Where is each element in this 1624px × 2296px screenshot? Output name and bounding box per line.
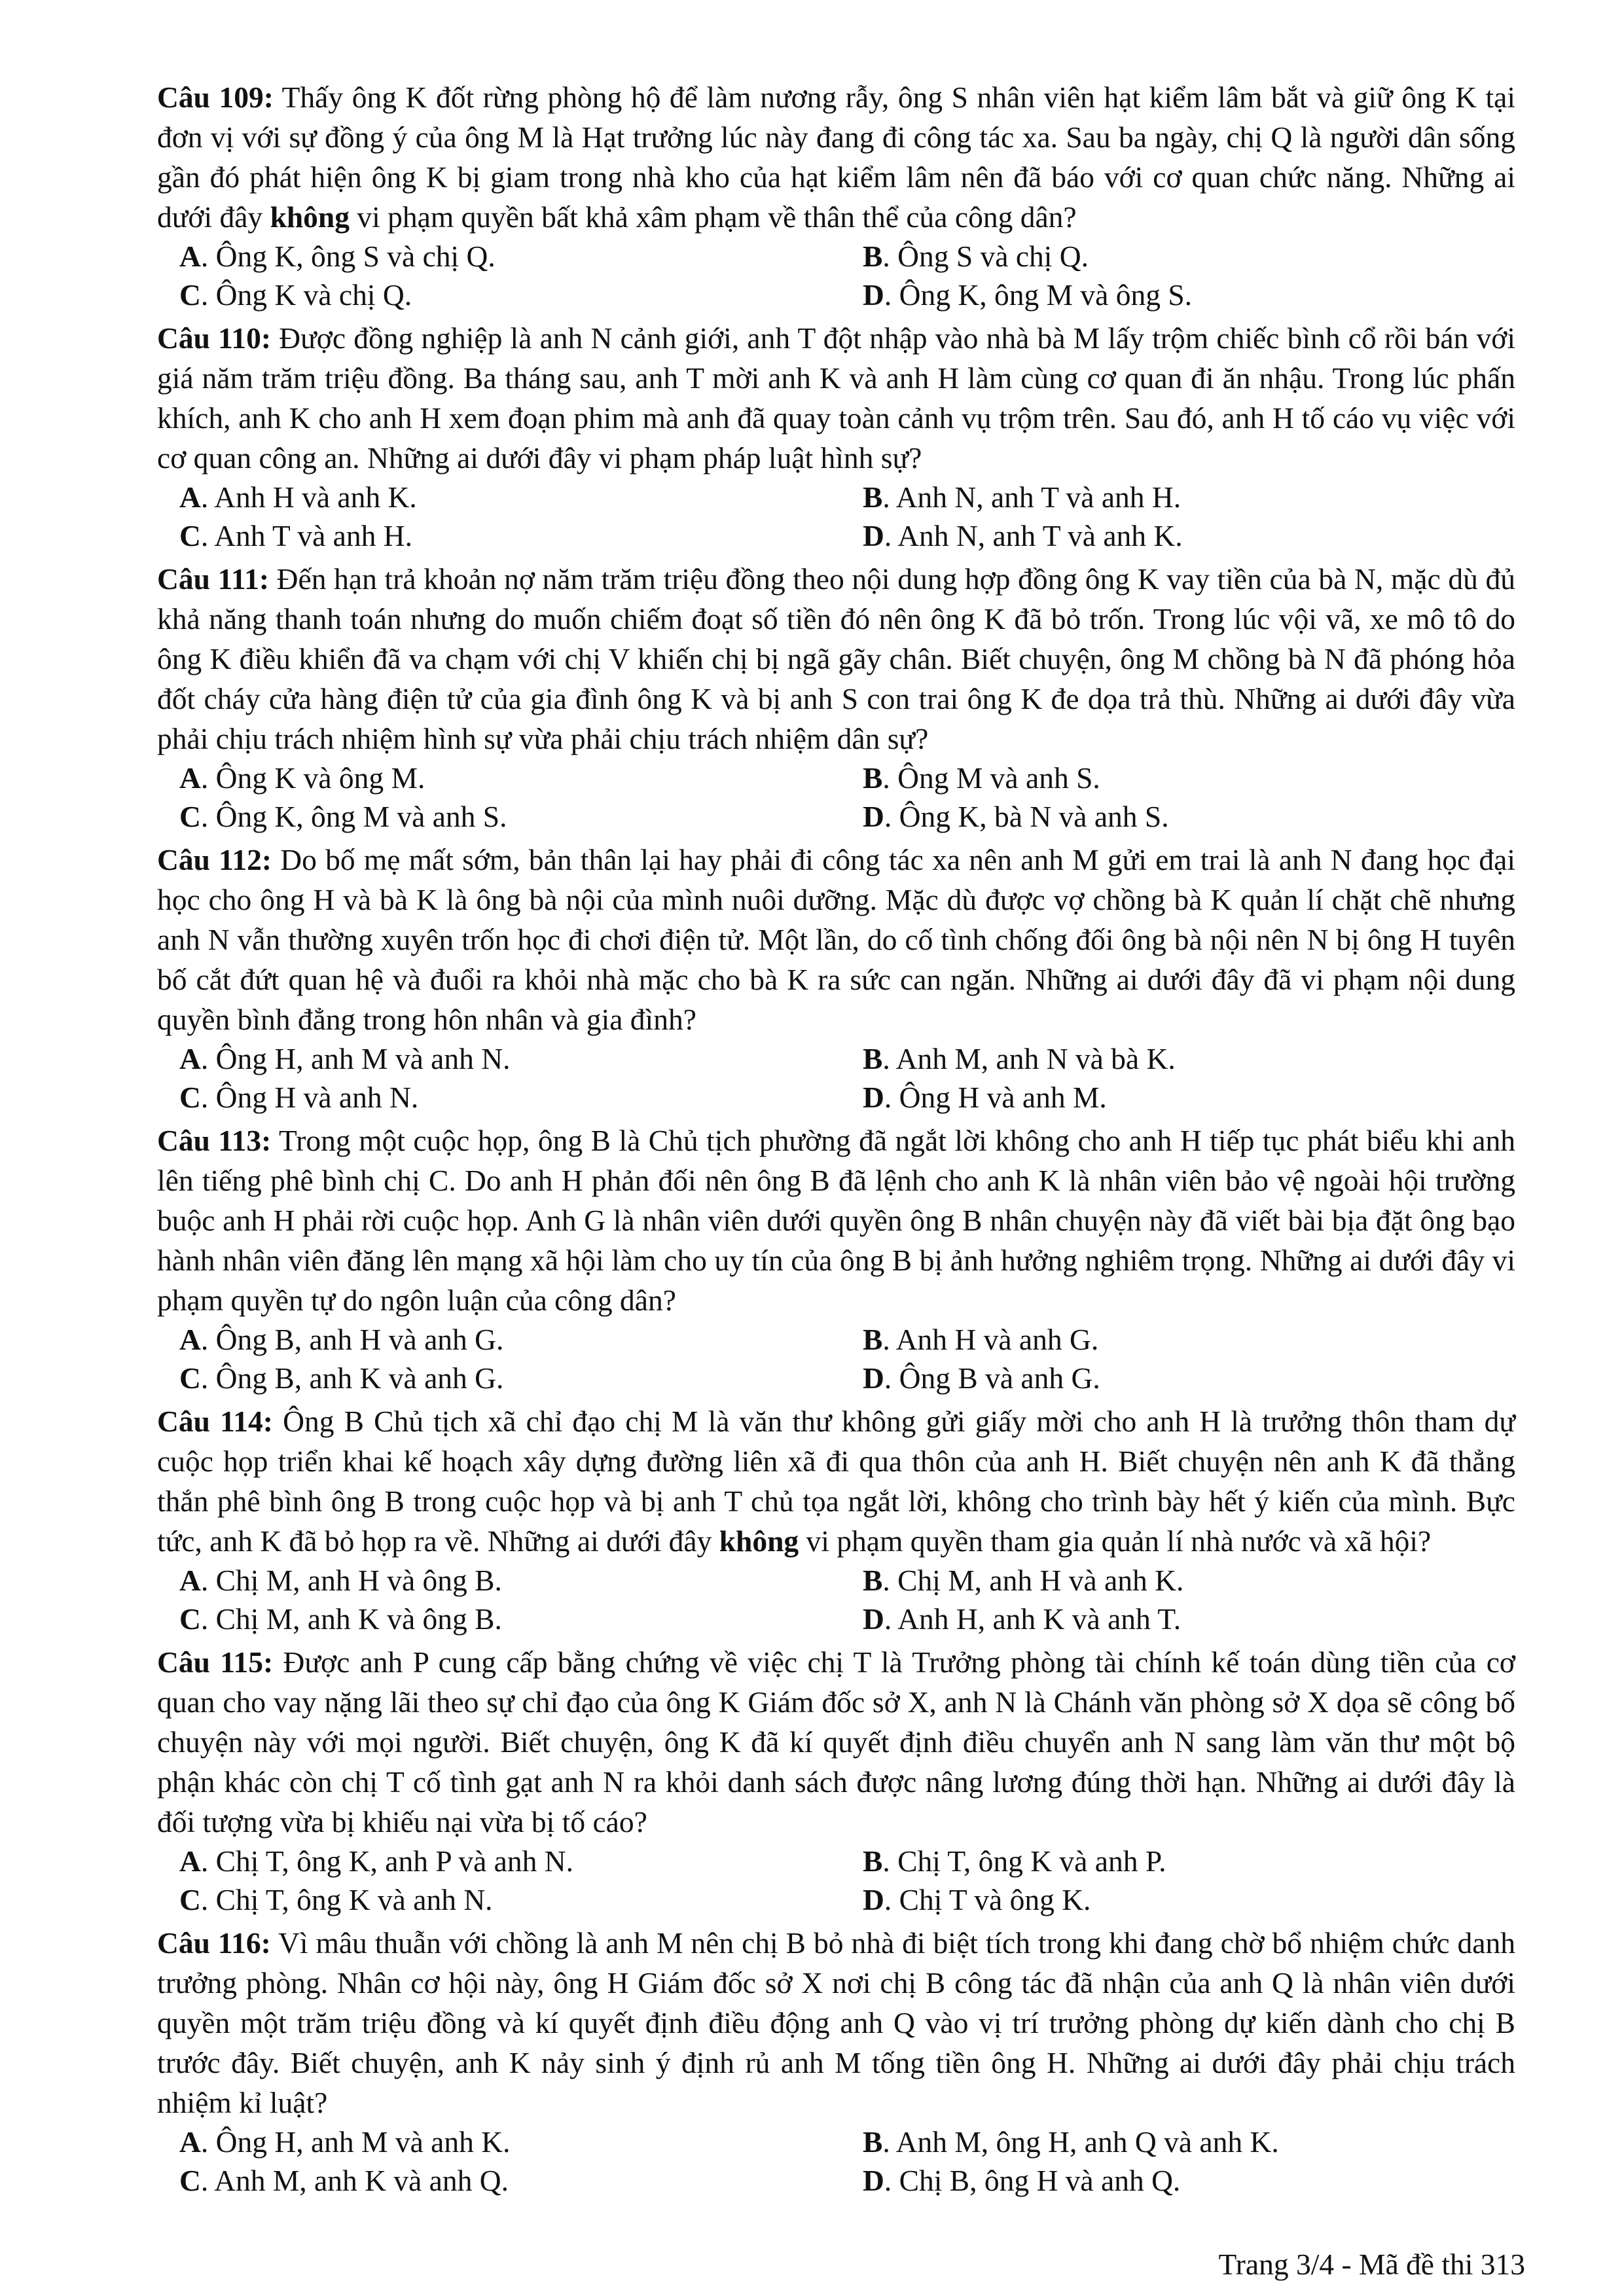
option-text: Anh H và anh K. — [214, 480, 417, 514]
option-text: Ông H và anh N. — [215, 1081, 419, 1114]
option-label: B — [863, 761, 883, 795]
answer-option: D. Ông K, bà N và anh S. — [863, 800, 1169, 833]
option-label: A — [179, 1323, 201, 1356]
answer-option: A. Ông K và ông M. — [179, 761, 425, 795]
option-text: Ông B, anh K và anh G. — [215, 1361, 504, 1395]
answer-option: A. Chị M, anh H và ông B. — [179, 1564, 502, 1597]
option-text: Ông K, ông M và anh S. — [215, 800, 507, 833]
option-text: Chị B, ông H và anh Q. — [899, 2164, 1181, 2197]
question-text — [157, 840, 1515, 1039]
option-label: C — [179, 1081, 201, 1114]
question-number: Câu 111: — [157, 562, 269, 596]
option-text: Anh N, anh T và anh H. — [895, 480, 1182, 514]
answer-option: D. Anh N, anh T và anh K. — [863, 519, 1183, 552]
question-block — [157, 318, 1515, 555]
answer-option: C. Ông B, anh K và anh G. — [179, 1361, 504, 1395]
option-label: B — [863, 1042, 883, 1075]
question-text — [157, 1642, 1515, 1842]
answer-option: D. Ông B và anh G. — [863, 1361, 1100, 1395]
answer-option: B. Ông M và anh S. — [863, 761, 1100, 795]
option-text: Chị T và ông K. — [899, 1883, 1091, 1916]
question-number: Câu 110: — [157, 321, 272, 355]
question-number: Câu 114: — [157, 1405, 273, 1438]
answer-option: A. Ông H, anh M và anh K. — [179, 2125, 511, 2159]
option-label: D — [863, 519, 884, 552]
question-stem: Trong một cuộc họp, ông B là Chủ tịch phường đã ngắt lời không cho anh H tiếp tục phát biểu khi anh lên tiếng phê bình chị C. Do anh H phản đối nên ông B đã lệnh cho anh K là nhân viên bảo vệ ngoài hội trường buộc anh H phải rời cuộc họp. Anh G là nhân viên dưới quyền ông B nhân chuyện này đã viết bài bịa đặt ông bạo hành nhân viên đăng lên mạng xã hội làm cho uy tín của ông B bị ảnh hưởng nghiêm trọng. Những ai dưới đây vi phạm quyền tự do ngôn luận của công dân? — [157, 1124, 1516, 1317]
option-text: Anh T và anh H. — [214, 519, 412, 552]
answer-option: D. Chị T và ông K. — [863, 1883, 1091, 1916]
question-text — [157, 1923, 1515, 2123]
question-stem: Được đồng nghiệp là anh N cảnh giới, anh T đột nhập vào nhà bà M lấy trộm chiếc bình cổ rồi bán với giá năm trăm triệu đồng. Ba tháng sau, anh T mời anh K và anh H làm cùng cơ quan đi ăn nhậu. Trong lúc phấn khích, anh K cho anh H xem đoạn phim mà anh đã quay toàn cảnh vụ trộm trên. Sau đó, anh H tố cáo vụ việc với cơ quan công an. Những ai dưới đây vi phạm pháp luật hình sự? — [157, 321, 1516, 475]
option-label: B — [863, 1844, 883, 1878]
option-text: Anh N, anh T và anh K. — [897, 519, 1183, 552]
question-number: Câu 115: — [157, 1645, 274, 1679]
option-text: Anh H và anh G. — [895, 1323, 1099, 1356]
answer-option: A. Ông H, anh M và anh N. — [179, 1042, 511, 1075]
option-label: B — [863, 1564, 883, 1597]
option-label: D — [863, 1883, 884, 1916]
question-number: Câu 112: — [157, 843, 272, 876]
page-footer: Trang 3/4 - Mã đề thi 313 — [1218, 2248, 1525, 2281]
option-text: Ông S và chị Q. — [897, 240, 1089, 273]
answer-options — [179, 2123, 1515, 2200]
option-label: A — [179, 1844, 201, 1878]
question-emphasis: không — [719, 1524, 799, 1558]
option-text: Chị M, anh H và anh K. — [897, 1564, 1184, 1597]
answer-options — [179, 237, 1515, 314]
option-text: Anh M, ông H, anh Q và anh K. — [895, 2125, 1279, 2159]
question-number: Câu 109: — [157, 81, 274, 114]
question-stem: Ông B Chủ tịch xã chỉ đạo chị M là văn thư không gửi giấy mời cho anh H là trưởng thôn tham dự cuộc họp triển khai kế hoạch xây dựng đường liên xã đi qua thôn của anh H. Biết chuyện nên anh K đã thẳng thắn phê bình ông B trong cuộc họp và bị anh T chủ tọa ngắt lời, không cho trình bày hết ý kiến của mình. Bực tức, anh K đã bỏ họp ra về. Những ai dưới đây — [157, 1405, 1516, 1558]
answer-option: D. Ông K, ông M và ông S. — [863, 278, 1193, 312]
option-label: C — [179, 519, 201, 552]
answer-option: B. Ông S và chị Q. — [863, 240, 1089, 273]
question-block — [157, 1923, 1515, 2200]
option-label: D — [863, 800, 884, 833]
option-label: A — [179, 480, 201, 514]
answer-option: D. Ông H và anh M. — [863, 1081, 1107, 1114]
question-text — [157, 77, 1515, 237]
option-label: C — [179, 1361, 201, 1395]
question-text — [157, 1121, 1515, 1320]
option-text: Ông K, ông S và chị Q. — [215, 240, 496, 273]
answer-options — [179, 759, 1515, 836]
option-text: Anh M, anh K và anh Q. — [214, 2164, 509, 2197]
answer-option: A. Chị T, ông K, anh P và anh N. — [179, 1844, 573, 1878]
option-label: D — [863, 1361, 884, 1395]
answer-option: C. Anh T và anh H. — [179, 519, 412, 552]
answer-options — [179, 478, 1515, 555]
question-stem: Được anh P cung cấp bằng chứng về việc chị T là Trưởng phòng tài chính kế toán dùng tiền của cơ quan cho vay nặng lãi theo sự chỉ đạo của ông K Giám đốc sở X, anh N là Chánh văn phòng sở X dọa sẽ công bố chuyện này với mọi người. Biết chuyện, ông K đã kí quyết định điều chuyển anh N sang làm văn thư một bộ phận khác còn chị T cố tình gạt anh N ra khỏi danh sách được nâng lương đúng thời hạn. Những ai dưới đây là đối tượng vừa bị khiếu nại vừa bị tố cáo? — [157, 1645, 1515, 1839]
option-label: A — [179, 1042, 201, 1075]
option-text: Ông K và ông M. — [215, 761, 425, 795]
question-block — [157, 559, 1515, 836]
option-text: Ông H và anh M. — [899, 1081, 1107, 1114]
question-number: Câu 113: — [157, 1124, 272, 1157]
option-text: Chị T, ông K, anh P và anh N. — [215, 1844, 573, 1878]
option-label: A — [179, 1564, 201, 1597]
option-text: Ông K và chị Q. — [215, 278, 412, 312]
option-label: D — [863, 2164, 884, 2197]
option-text: Ông B và anh G. — [899, 1361, 1100, 1395]
question-stem: Thấy ông K đốt rừng phòng hộ để làm nương rẫy, ông S nhân viên hạt kiểm lâm bắt và giữ ông K tại đơn vị với sự đồng ý của ông M là Hạt trưởng lúc này đang đi công tác xa. Sau ba ngày, chị Q là người dân sống gần đó phát hiện ông K bị giam trong nhà kho của hạt kiểm lâm nên đã báo với cơ quan chức năng. Những ai dưới đây — [157, 81, 1515, 234]
option-label: B — [863, 2125, 883, 2159]
answer-option: C. Ông H và anh N. — [179, 1081, 419, 1114]
option-text: Chị M, anh H và ông B. — [215, 1564, 502, 1597]
option-label: C — [179, 2164, 201, 2197]
option-text: Anh M, anh N và bà K. — [895, 1042, 1176, 1075]
option-label: A — [179, 2125, 201, 2159]
question-emphasis: không — [270, 200, 350, 234]
question-block — [157, 77, 1515, 314]
option-text: Ông M và anh S. — [897, 761, 1100, 795]
answer-option: B. Anh N, anh T và anh H. — [863, 480, 1182, 514]
question-text — [157, 559, 1515, 759]
option-text: Ông H, anh M và anh N. — [215, 1042, 511, 1075]
option-text: Chị T, ông K và anh N. — [215, 1883, 493, 1916]
option-label: C — [179, 1602, 201, 1636]
question-block — [157, 1642, 1515, 1919]
option-text: Anh H, anh K và anh T. — [897, 1602, 1182, 1636]
option-label: C — [179, 278, 201, 312]
question-stem: Đến hạn trả khoản nợ năm trăm triệu đồng theo nội dung hợp đồng ông K vay tiền của bà N, mặc dù đủ khả năng thanh toán nhưng do muốn chiếm đoạt số tiền đó nên ông K đã bỏ trốn. Trong lúc vội vã, xe mô tô do ông K điều khiển đã va chạm với chị V khiến chị bị ngã gãy chân. Biết chuyện, ông M chồng bà N đã phóng hỏa đốt cháy cửa hàng điện tử của gia đình ông K và bị anh S con trai ông K đe dọa trả thù. Những ai dưới đây vừa phải chịu trách nhiệm hình sự vừa phải chịu trách nhiệm dân sự? — [157, 562, 1516, 755]
option-text: Chị M, anh K và ông B. — [215, 1602, 502, 1636]
question-text — [157, 1401, 1515, 1561]
answer-option: C. Ông K và chị Q. — [179, 278, 412, 312]
answer-options — [179, 1320, 1515, 1397]
question-stem-end: vi phạm quyền tham gia quản lí nhà nước và xã hội? — [806, 1524, 1432, 1558]
answer-option: C. Chị M, anh K và ông B. — [179, 1602, 502, 1636]
answer-option: C. Chị T, ông K và anh N. — [179, 1883, 493, 1916]
question-stem: Do bố mẹ mất sớm, bản thân lại hay phải đi công tác xa nên anh M gửi em trai là anh N đang học đại học cho ông H và bà K là ông bà nội của mình nuôi dưỡng. Mặc dù được vợ chồng bà K quản lí chặt chẽ nhưng anh N vẫn thường xuyên trốn học đi chơi điện tử. Một lần, do cố tình chống đối ông bà nội nên N bị ông H tuyên bố cắt đứt quan hệ và đuổi ra khỏi nhà mặc cho bà K ra sức can ngăn. Những ai dưới đây đã vi phạm nội dung quyền bình đẳng trong hôn nhân và gia đình? — [157, 843, 1516, 1036]
question-stem-end: vi phạm quyền bất khả xâm phạm về thân thể của công dân? — [357, 200, 1077, 234]
answer-option: D. Chị B, ông H và anh Q. — [863, 2164, 1181, 2197]
answer-option: C. Ông K, ông M và anh S. — [179, 800, 507, 833]
option-label: D — [863, 1602, 884, 1636]
answer-option: D. Anh H, anh K và anh T. — [863, 1602, 1182, 1636]
option-label: B — [863, 1323, 883, 1356]
option-label: D — [863, 1081, 884, 1114]
option-label: C — [179, 800, 201, 833]
answer-option: A. Anh H và anh K. — [179, 480, 417, 514]
question-number: Câu 116: — [157, 1926, 271, 1960]
answer-options — [179, 1561, 1515, 1638]
question-block — [157, 1401, 1515, 1638]
option-text: Ông K, ông M và ông S. — [899, 278, 1193, 312]
option-text: Ông K, bà N và anh S. — [899, 800, 1169, 833]
option-label: A — [179, 761, 201, 795]
answer-option: A. Ông K, ông S và chị Q. — [179, 240, 496, 273]
option-text: Chị T, ông K và anh P. — [897, 1844, 1166, 1878]
option-label: D — [863, 278, 884, 312]
question-text — [157, 318, 1515, 478]
option-label: A — [179, 240, 201, 273]
answer-option: B. Anh M, ông H, anh Q và anh K. — [863, 2125, 1279, 2159]
option-label: C — [179, 1883, 201, 1916]
answer-option: B. Chị T, ông K và anh P. — [863, 1844, 1166, 1878]
option-text: Ông B, anh H và anh G. — [215, 1323, 504, 1356]
answer-option: A. Ông B, anh H và anh G. — [179, 1323, 504, 1356]
question-block — [157, 840, 1515, 1117]
option-label: B — [863, 240, 883, 273]
answer-options — [179, 1039, 1515, 1117]
answer-option: B. Chị M, anh H và anh K. — [863, 1564, 1184, 1597]
answer-option: B. Anh M, anh N và bà K. — [863, 1042, 1176, 1075]
option-text: Ông H, anh M và anh K. — [215, 2125, 511, 2159]
question-stem: Vì mâu thuẫn với chồng là anh M nên chị B bỏ nhà đi biệt tích trong khi đang chờ bổ nhiệm chức danh trưởng phòng. Nhân cơ hội này, ông H Giám đốc sở X nơi chị B công tác đã nhận của anh Q là nhân viên dưới quyền một trăm triệu đồng và kí quyết định điều động anh Q vào vị trí trưởng phòng dự kiến dành cho chị B trước đây. Biết chuyện, anh K nảy sinh ý định rủ anh M tống tiền ông H. Những ai dưới đây phải chịu trách nhiệm kỉ luật? — [157, 1926, 1515, 2119]
answer-option: B. Anh H và anh G. — [863, 1323, 1099, 1356]
question-block — [157, 1121, 1515, 1397]
question-list — [157, 77, 1515, 2204]
option-label: B — [863, 480, 883, 514]
answer-options — [179, 1842, 1515, 1919]
answer-option: C. Anh M, anh K và anh Q. — [179, 2164, 509, 2197]
